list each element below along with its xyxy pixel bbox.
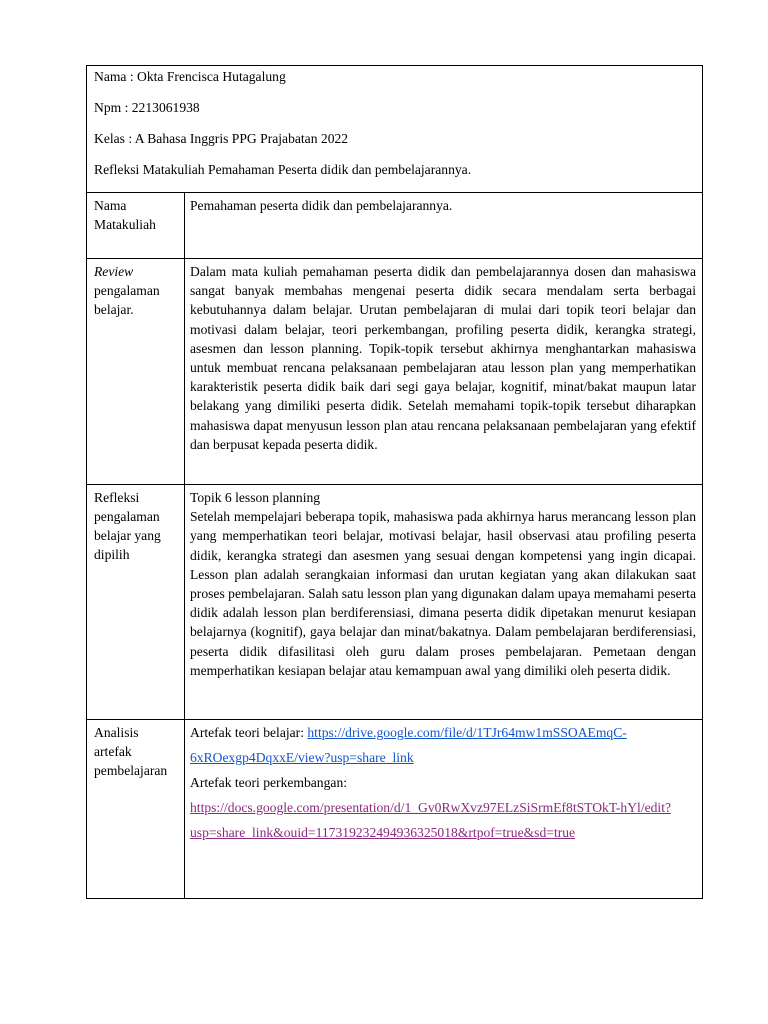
student-name: Nama : Okta Frencisca Hutagalung — [94, 69, 286, 84]
artifact-development-theory-label: Artefak teori perkembangan: — [190, 775, 348, 790]
artifact-learning-theory — [190, 720, 696, 770]
reflection-cell — [185, 485, 703, 720]
course-name-value: Pemahaman peserta didik dan pembelajarannya. — [185, 193, 703, 259]
artifact-development-theory — [190, 795, 696, 845]
reflection-text: Setelah mempelajari beberapa topik, mahasiswa pada akhirnya harus merancang lesson plan yang memperhatikan teori belajar, motivasi belajar, hasil observasi atau profiling peserta didik, kerangka strategi dan asesmen yang sesuai dengan kompetensi yang ingin dicapai. Lesson plan adalah serangkaian informasi dan urutan kegiatan yang akan dilakukan saat proses pembelajaran. Salah satu lesson plan yang digunakan dalam upaya memahami peserta didik adalah lesson plan berdiferensiasi, dimana peserta didik dipetakan menurut kesiapan belajarnya (kognitif), gaya belajar dan minat/bakatnya. Dalam pembelajaran berdiferensiasi, peserta didik difasilitasi oleh guru dalam proses pembelajaran. Pemetaan dengan memperhatikan kesiapan belajar atau kemampuan awal yang dimiliki oleh peserta didik. — [190, 509, 696, 678]
reflection-label: Refleksi pengalaman belajar yang dipilih — [87, 485, 185, 720]
student-npm: Npm : 2213061938 — [94, 100, 200, 115]
review-label-rest: pengalaman belajar. — [94, 283, 160, 317]
review-text: Dalam mata kuliah pemahaman peserta didik dan pembelajarannya dosen dan mahasiswa sangat banyak membahas mengenai peserta didik secara mendalam serta berbagai kebutuhannya dalam belajar. Urutan pembelajaran di mulai dari topik teori belajar dan motivasi dalam belajar, teori perkembangan, profiling peserta didik, kerangka strategi, asesmen dan lesson planning. Topik-topik tersebut akhirnya menghantarkan mahasiswa untuk membuat rencana pelaksanaan pembelajaran atau lesson plan yang memperhatikan karakteristik peserta didik baik dari segi gaya belajar, kognitif, minat/bakat maupun latar belakang yang dimiliki peserta didik. Setelah memahami topik-topik tersebut diharapkan mahasiswa dapat menyusun lesson plan atau rencana pelaksanaan pembelajaran yang efektif dan berpusat kepada peserta didik. — [185, 259, 703, 485]
review-label-italic: Review — [94, 264, 134, 279]
artifact-learning-theory-label: Artefak teori belajar: — [190, 725, 308, 740]
document-title: Refleksi Matakuliah Pemahaman Peserta didik dan pembelajarannya. — [94, 162, 472, 177]
student-class: Kelas : A Bahasa Inggris PPG Prajabatan 2022 — [94, 131, 349, 146]
reflection-table — [86, 65, 703, 899]
artifact-analysis-label: Analisis artefak pembelajaran — [87, 720, 185, 899]
course-name-label: Nama Matakuliah — [87, 193, 185, 259]
reflection-topic: Topik 6 lesson planning — [190, 490, 321, 505]
learning-theory-link[interactable]: https://drive.google.com/file/d/1TJr64mw1mSSOAEmqC-6xROexgp4DqxxE/view?usp=share_link — [190, 725, 627, 765]
artifact-analysis-cell — [185, 720, 703, 899]
student-info-cell — [87, 66, 703, 193]
review-label — [87, 259, 185, 485]
development-theory-link[interactable]: https://docs.google.com/presentation/d/1_Gv0RwXvz97ELzSiSrmEf8tSTOkT-hYl/edit?usp=share_link&ouid=117319232494936325018&rtpof=true&sd=true — [190, 800, 672, 840]
